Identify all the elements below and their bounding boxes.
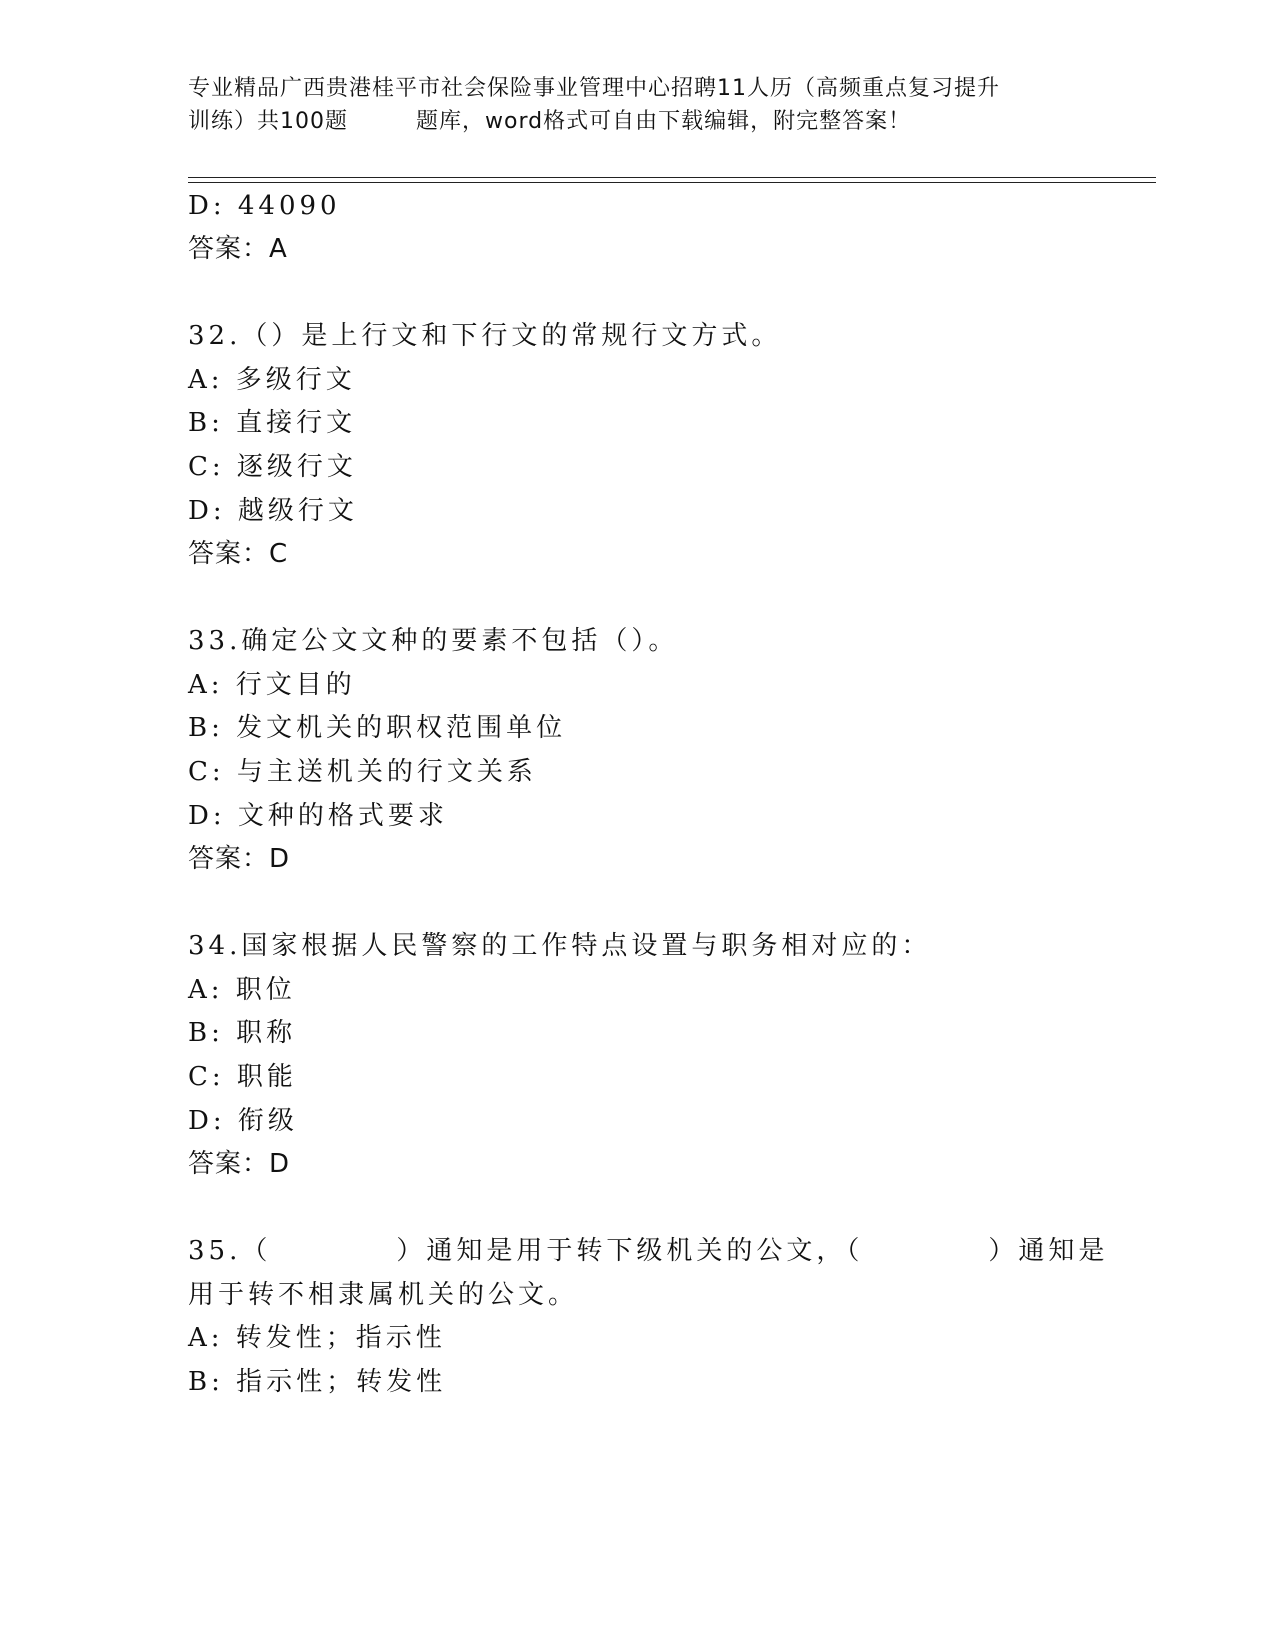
header-title-line2 <box>188 105 1088 138</box>
header-title-line1: 专业精品广西贵港桂平市社会保险事业管理中心招聘11人历（高频重点复习提升 <box>188 76 1000 101</box>
question-34-option-a: A: 职位 <box>188 975 296 1005</box>
question-32-option-b: B: 直接行文 <box>188 408 357 438</box>
question-35-stem-line1 <box>188 1235 1108 1267</box>
question-35-stem-part3: ）通知是 <box>988 1236 1109 1266</box>
question-32-option-c: C: 逐级行文 <box>188 452 357 482</box>
question-32-option-a: A: 多级行文 <box>188 365 356 395</box>
document-header <box>188 72 1088 138</box>
question-35-stem-part2: ）通知是用于转下级机关的公文，（ <box>396 1236 864 1266</box>
question-32-option-d: D: 越级行文 <box>188 496 358 526</box>
question-33-option-c: C: 与主送机关的行文关系 <box>188 757 537 787</box>
prev-option-d: D: 44090 <box>188 191 341 221</box>
header-divider-bottom <box>188 182 1156 183</box>
question-33-option-b: B: 发文机关的职权范围单位 <box>188 713 567 743</box>
header-title-line2-part-b: 题库，word格式可自由下载编辑，附完整答案！ <box>416 109 912 134</box>
header-divider-top <box>188 177 1156 178</box>
question-35-stem-part1: 35.（ <box>188 1236 272 1266</box>
header-title-line2-part-a: 训练）共100题 <box>188 109 348 134</box>
question-33-answer: 答案：D <box>188 844 291 874</box>
question-35-stem-line2: 用于转不相隶属机关的公文。 <box>188 1280 579 1310</box>
question-35-option-a: A: 转发性；指示性 <box>188 1323 446 1353</box>
question-34-option-b: B: 职称 <box>188 1018 297 1048</box>
question-34-stem: 34.国家根据人民警察的工作特点设置与职务相对应的： <box>188 931 932 961</box>
question-33-stem: 33.确定公文文种的要素不包括（）。 <box>188 626 679 656</box>
prev-answer: 答案：A <box>188 234 288 264</box>
question-35-option-b: B: 指示性；转发性 <box>188 1367 447 1397</box>
question-32-stem: 32.（）是上行文和下行文的常规行文方式。 <box>188 321 782 351</box>
question-32-answer: 答案：C <box>188 539 289 569</box>
question-34-answer: 答案：D <box>188 1149 291 1179</box>
question-34-option-d: D: 衔级 <box>188 1106 298 1136</box>
question-34-option-c: C: 职能 <box>188 1062 297 1092</box>
question-33-option-a: A: 行文目的 <box>188 670 356 700</box>
question-33-option-d: D: 文种的格式要求 <box>188 801 448 831</box>
